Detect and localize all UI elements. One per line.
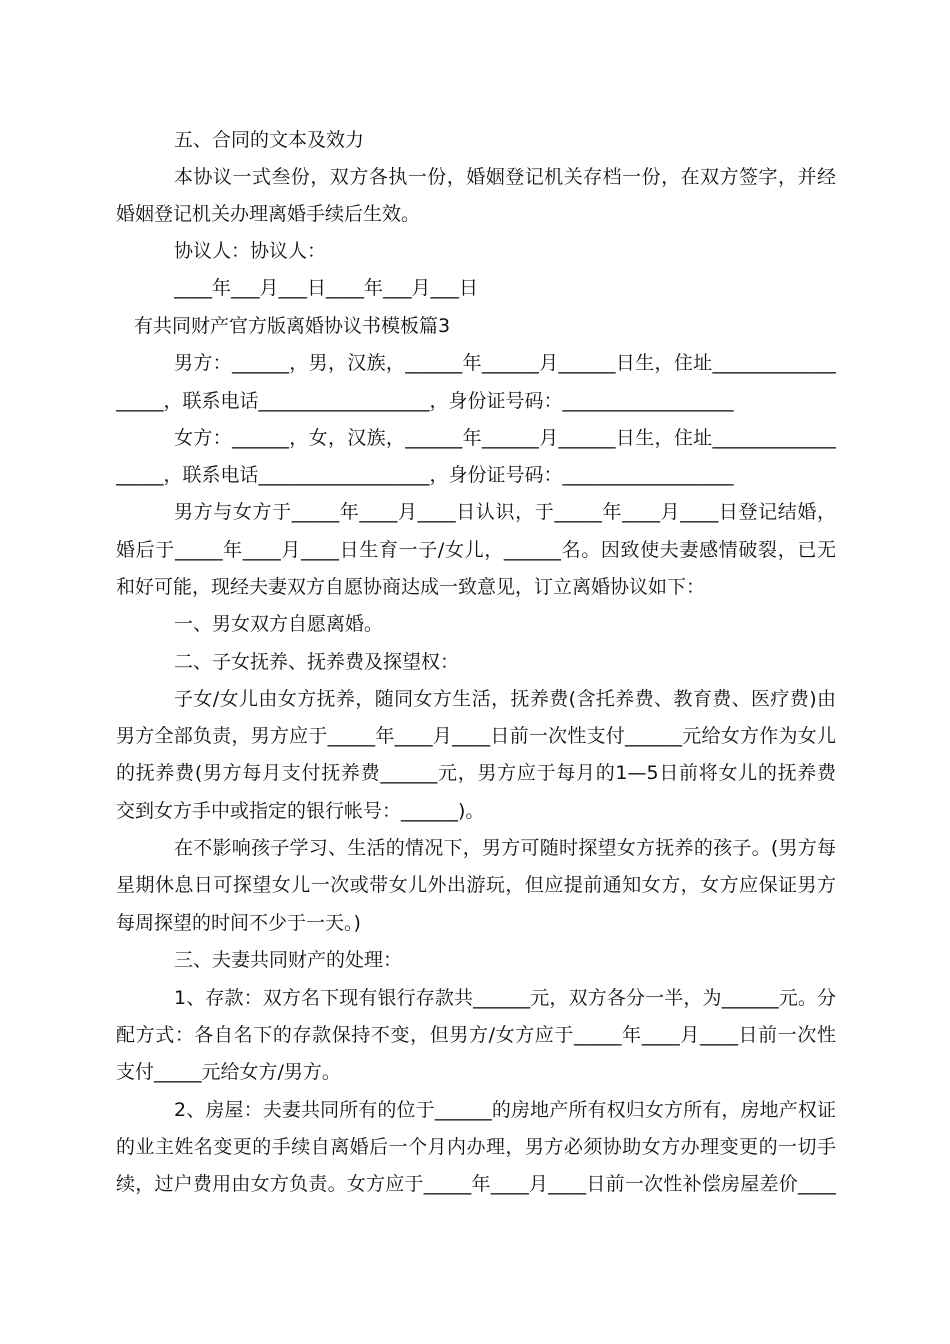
signatory-line: 协议人：协议人： [174,240,327,262]
date-line: ____年___月___日____年___月___日 [174,277,479,299]
section-heading-contract-text: 五、合同的文本及效力 [174,129,365,151]
paragraph-line: 续，过户费用由女方负责。女方应于_____年____月____日前一次性补偿房屋差价____ [116,1173,836,1195]
paragraph-line: 支付_____元给女方/男方。 [116,1061,341,1083]
paragraph-line: 男方与女方于_____年____月____日认识，于_____年____月____日登记结婚， [174,501,836,523]
section-heading-divorce: 一、男女双方自愿离婚。 [174,613,384,635]
section-heading-property: 三、夫妻共同财产的处理： [174,949,403,971]
party-male-contact-line: _____，联系电话__________________，身份证号码：__________________ [116,390,734,412]
paragraph-line: 星期休息日可探望女儿一次或带女儿外出游玩，但应提前通知女方，女方应保证男方 [116,874,836,896]
template-title: 有共同财产官方版离婚协议书模板篇3 [134,315,451,337]
section-heading-custody: 二、子女抚养、抚养费及探望权： [174,651,460,673]
paragraph-line: 婚后于_____年____月____日生育一子/女儿，______名。因致使夫妻感情破裂，已无 [116,539,836,561]
paragraph-line: 本协议一式叁份，双方各执一份，婚姻登记机关存档一份，在双方签字，并经 [174,166,836,188]
paragraph-line: 1、存款：双方名下现有银行存款共______元，双方各分一半，为______元。分 [174,987,836,1009]
paragraph-line: 配方式：各自名下的存款保持不变，但男方/女方应于_____年____月____日前一次性 [116,1024,836,1046]
party-male-line: 男方：______，男，汉族，______年______月______日生，住址_____________ [174,352,836,374]
paragraph-line: 在不影响孩子学习、生活的情况下，男方可随时探望女方抚养的孩子。(男方每 [174,837,836,859]
paragraph-line: 每周探望的时间不少于一天。) [116,912,361,934]
paragraph-line: 交到女方手中或指定的银行帐号：______)。 [116,800,485,822]
paragraph-line: 婚姻登记机关办理离婚手续后生效。 [116,203,421,225]
paragraph-line: 2、房屋：夫妻共同所有的位于______的房地产所有权归女方所有，房地产权证 [174,1099,836,1121]
paragraph-line: 男方全部负责，男方应于_____年____月____日前一次性支付______元给女方作为女儿 [116,725,836,747]
paragraph-line: 和好可能，现经夫妻双方自愿协商达成一致意见，订立离婚协议如下： [116,576,706,598]
paragraph-line: 的抚养费(男方每月支付抚养费______元，男方应于每月的1—5日前将女儿的抚养费 [116,762,836,784]
party-female-line: 女方：______，女，汉族，______年______月______日生，住址_____________ [174,427,836,449]
party-female-contact-line: _____，联系电话__________________，身份证号码：__________________ [116,464,734,486]
paragraph-line: 的业主姓名变更的手续自离婚后一个月内办理，男方必须协助女方办理变更的一切手 [116,1136,836,1158]
paragraph-line: 子女/女儿由女方抚养，随同女方生活，抚养费(含托养费、教育费、医疗费)由 [174,688,836,710]
